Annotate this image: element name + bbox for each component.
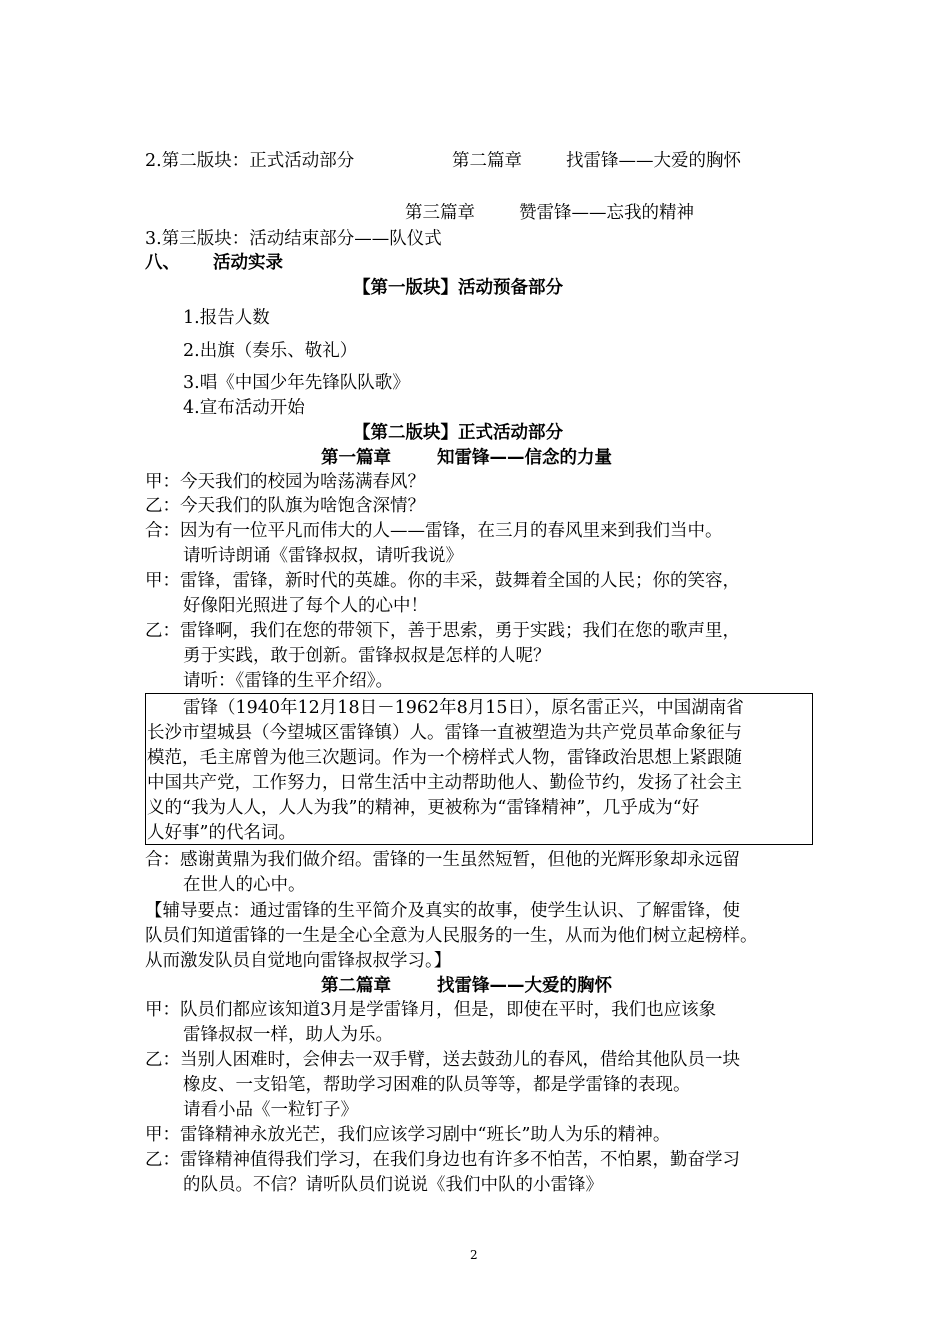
program-chapter-2-title: 找雷锋——大爱的胸怀 [566,151,741,171]
guidance-line: 从而激发队员自觉地向雷锋叔叔学习。】 [145,951,452,971]
guidance-line: 【辅导要点：通过雷锋的生平简介及真实的故事，使学生认识、了解雷锋，使 [145,901,740,921]
page-number: 2 [470,1248,478,1262]
section-title: 活动实录 [213,253,283,273]
program-item-2: 2.第二版块：正式活动部分 [145,151,355,171]
chapter-1-title: 知雷锋——信念的力量 [437,448,612,468]
chapter-2-name: 第二篇章 [321,976,391,996]
guidance-line: 队员们知道雷锋的一生是全心全意为人民服务的一生，从而为他们树立起榜样。 [145,926,758,946]
program-chapter-2: 第二篇章 [452,151,522,171]
dialogue-line: 乙：当别人困难时，会伸去一双手臂，送去鼓劲儿的春风，借给其他队员一块 [145,1050,740,1070]
dialogue-line: 乙：雷锋啊，我们在您的带领下，善于思索，勇于实践；我们在您的歌声里， [145,621,740,641]
dialogue-line: 甲：今天我们的校园为啥荡满春风？ [145,472,425,492]
dialogue-line: 乙：今天我们的队旗为啥饱含深情？ [145,496,425,516]
biography-line: 模范，毛主席曾为他三次题词。作为一个榜样式人物，雷锋政治思想上紧跟随 [147,748,742,768]
biography-line: 义的“我为人人，人人为我”的精神，更被称为“雷锋精神”，几乎成为“好 [147,798,700,818]
dialogue-line: 请听：《雷锋的生平介绍》。 [183,671,393,691]
dialogue-line: 在世人的心中。 [183,875,306,895]
program-item-3: 3.第三版块：活动结束部分——队仪式 [145,229,442,249]
biography-line: 长沙市望城县（今望城区雷锋镇）人。雷锋一直被塑造为共产党员革命象征与 [147,723,742,743]
dialogue-line: 甲：雷锋精神永放光芒，我们应该学习剧中“班长”助人为乐的精神。 [145,1125,671,1145]
section-number: 八、 [145,253,180,273]
chapter-1-name: 第一篇章 [321,448,391,468]
dialogue-line: 合：感谢黄鼎为我们做介绍。雷锋的一生虽然短暂，但他的光辉形象却永远留 [145,850,740,870]
block-1-item: 4.宣布活动开始 [183,398,305,418]
block-1-item: 3.唱《中国少年先锋队队歌》 [183,373,410,393]
program-chapter-3-title: 赞雷锋——忘我的精神 [519,203,694,223]
dialogue-line: 请看小品《一粒钉子》 [183,1100,358,1120]
dialogue-line: 勇于实践，敢于创新。雷锋叔叔是怎样的人呢？ [183,646,551,666]
dialogue-line: 好像阳光照进了每个人的心中！ [183,596,428,616]
block-2-heading: 【第二版块】正式活动部分 [353,423,563,443]
chapter-2-title: 找雷锋——大爱的胸怀 [437,976,612,996]
dialogue-line: 乙：雷锋精神值得我们学习，在我们身边也有许多不怕苦，不怕累，勤奋学习 [145,1150,740,1170]
dialogue-line: 的队员。不信？请听队员们说说《我们中队的小雷锋》 [183,1175,603,1195]
biography-line: 人好事”的代名词。 [147,823,296,843]
dialogue-line: 雷锋叔叔一样，助人为乐。 [183,1025,393,1045]
biography-line: 雷锋（1940年12月18日－1962年8月15日），原名雷正兴，中国湖南省 [183,698,744,718]
block-1-item: 1.报告人数 [183,308,270,328]
dialogue-line: 请听诗朗诵《雷锋叔叔，请听我说》 [183,546,463,566]
block-1-heading: 【第一版块】活动预备部分 [353,278,563,298]
dialogue-line: 甲：雷锋，雷锋，新时代的英雄。你的丰采，鼓舞着全国的人民；你的笑容， [145,571,740,591]
block-1-item: 2.出旗（奏乐、敬礼） [183,341,358,361]
dialogue-line: 合：因为有一位平凡而伟大的人——雷锋，在三月的春风里来到我们当中。 [145,521,723,541]
dialogue-line: 橡皮、一支铅笔，帮助学习困难的队员等等，都是学雷锋的表现。 [183,1075,691,1095]
dialogue-line: 甲：队员们都应该知道3月是学雷锋月，但是，即使在平时，我们也应该象 [145,1000,717,1020]
biography-line: 中国共产党，工作努力，日常生活中主动帮助他人、勤俭节约，发扬了社会主 [147,773,742,793]
program-chapter-3: 第三篇章 [405,203,475,223]
